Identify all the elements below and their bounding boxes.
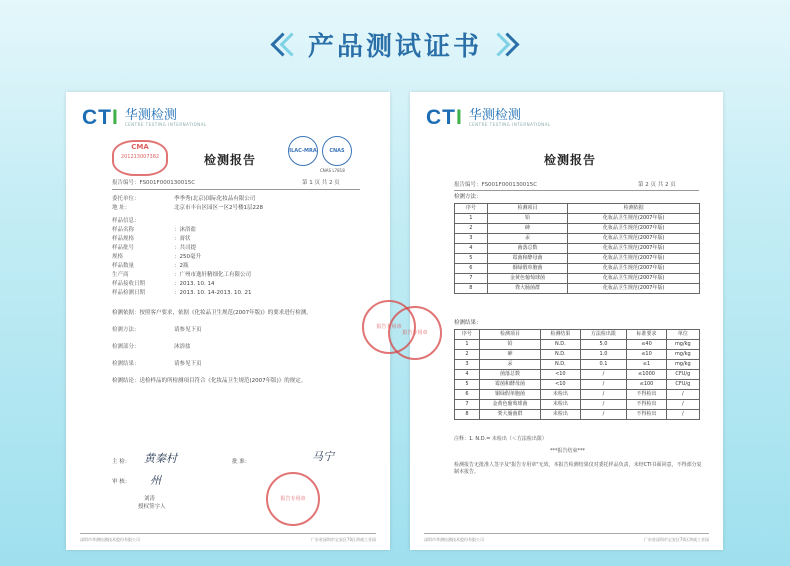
page-title: 产品测试证书 bbox=[307, 31, 482, 62]
table-cell: 砷 bbox=[487, 224, 568, 234]
table-cell: 7 bbox=[455, 274, 488, 284]
table-row bbox=[455, 400, 700, 410]
brand-en-name: CENTRE TESTING INTERNATIONAL bbox=[124, 122, 207, 128]
field-batch: 样品批号 ：共司提 bbox=[112, 245, 197, 251]
report-page-2 bbox=[402, 92, 723, 550]
table-header-cell: 检测结果 bbox=[541, 330, 580, 340]
page-header bbox=[0, 22, 790, 66]
table-header-cell: 方法检出限 bbox=[580, 330, 627, 340]
table-cell: ≤100 bbox=[627, 380, 666, 390]
table-cell: / bbox=[666, 390, 699, 400]
table-cell: mg/kg bbox=[666, 340, 699, 350]
table-cell: 化妆品卫生规范(2007年版) bbox=[568, 254, 700, 264]
divider bbox=[112, 189, 360, 190]
table-cell: 菌落总数 bbox=[487, 244, 568, 254]
method-table bbox=[454, 203, 700, 294]
table-header-cell: 检测依据 bbox=[568, 204, 700, 214]
table-cell: 霉菌和酵母菌 bbox=[479, 380, 540, 390]
table-cell: 不得检出 bbox=[627, 390, 666, 400]
table-cell: 铅 bbox=[479, 340, 540, 350]
table-cell: ≤40 bbox=[627, 340, 666, 350]
sig-check-label: 审 核： bbox=[112, 479, 131, 485]
method-title: 检测方法： bbox=[454, 194, 482, 200]
cnas-icon: CNAS bbox=[322, 136, 352, 166]
result-title: 检测结果： bbox=[454, 320, 482, 326]
result-table bbox=[454, 329, 700, 420]
approver-name: 刘涛 bbox=[144, 496, 156, 502]
page-number: 第 2 页 共 2 页 bbox=[638, 182, 676, 188]
field-spec: 规格 ：250毫升 bbox=[112, 254, 201, 260]
brand-cn-name: 华测检测 bbox=[124, 108, 177, 124]
table-row bbox=[455, 360, 700, 370]
cma-stamp: CMA 201213007382 bbox=[112, 140, 168, 176]
approver-title: 授权签字人 bbox=[138, 504, 166, 510]
table-cell: 5 bbox=[455, 380, 480, 390]
table-cell: 化妆品卫生规范(2007年版) bbox=[568, 264, 700, 274]
table-cell: 菌落总数 bbox=[479, 370, 540, 380]
table-row bbox=[455, 244, 700, 254]
report-title: 检测报告 bbox=[544, 153, 597, 167]
table-cell: 化妆品卫生规范(2007年版) bbox=[568, 274, 700, 284]
brand-cn-name: 华测检测 bbox=[468, 108, 521, 124]
table-row bbox=[455, 264, 700, 274]
cnas-number: CNAS L7818 bbox=[320, 168, 345, 173]
table-row bbox=[455, 380, 700, 390]
chevron-left-icon bbox=[278, 36, 296, 53]
edge-stamp-1: 报告专用章 bbox=[362, 300, 416, 354]
table-cell: 6 bbox=[455, 390, 480, 400]
table-row bbox=[455, 254, 700, 264]
field-quantity: 样品数量 ：2瓶 bbox=[112, 263, 189, 269]
report-page-1 bbox=[66, 92, 390, 550]
table-cell: 1.0 bbox=[580, 350, 627, 360]
table-header-cell: 序号 bbox=[455, 204, 488, 214]
cti-logo: CTI bbox=[426, 106, 463, 129]
field-address: 地 址： 北京市丰台区园区一区2号楼1层228 bbox=[112, 205, 263, 211]
test-basis: 检测依据：按照客户要求，依据《化妆品卫生规范(2007年版)》的要求进行检测。 bbox=[112, 310, 312, 316]
table-cell: 不得检出 bbox=[627, 410, 666, 420]
table-cell: 粪大肠菌群 bbox=[479, 410, 540, 420]
table-cell: 未检出 bbox=[541, 410, 580, 420]
table-cell: 金黄色葡萄球菌 bbox=[487, 274, 568, 284]
table-cell: ≤1000 bbox=[627, 370, 666, 380]
table-cell: mg/kg bbox=[666, 350, 699, 360]
table-cell: 5 bbox=[455, 254, 488, 264]
table-cell: 5.0 bbox=[580, 340, 627, 350]
report-title: 检测报告 bbox=[204, 153, 257, 167]
table-cell: 化妆品卫生规范(2007年版) bbox=[568, 244, 700, 254]
field-test-date: 样品检测日期 ：2013. 10. 14-2013. 10. 21 bbox=[112, 290, 252, 296]
table-cell: 铅 bbox=[487, 214, 568, 224]
table-cell: <10 bbox=[541, 370, 580, 380]
table-cell: / bbox=[580, 370, 627, 380]
test-method: 检测方法： 请参见下页 bbox=[112, 327, 202, 333]
table-cell: 化妆品卫生规范(2007年版) bbox=[568, 234, 700, 244]
table-cell: 铜绿假单胞菌 bbox=[487, 264, 568, 274]
table-cell: N.D. bbox=[541, 350, 580, 360]
table-cell: / bbox=[580, 380, 627, 390]
note: 注释：1. N.D.= 未检出（＜方法检出限） bbox=[454, 436, 547, 442]
table-header-cell: 检测项目 bbox=[487, 204, 568, 214]
test-items: 检测部分： 沐浴盐 bbox=[112, 344, 191, 350]
table-row bbox=[455, 224, 700, 234]
table-cell: 6 bbox=[455, 264, 488, 274]
table-cell: 2 bbox=[455, 350, 480, 360]
table-cell: 汞 bbox=[479, 360, 540, 370]
report-stamp: 报告专用章 bbox=[266, 472, 320, 526]
table-cell: 不得检出 bbox=[627, 400, 666, 410]
table-cell: 4 bbox=[455, 244, 488, 254]
table-header-cell: 单位 bbox=[666, 330, 699, 340]
table-cell: CFU/g bbox=[666, 380, 699, 390]
table-cell: / bbox=[666, 410, 699, 420]
table-cell: CFU/g bbox=[666, 370, 699, 380]
table-cell: 砷 bbox=[479, 350, 540, 360]
field-sample-name: 样品名称 ：沐浴盐 bbox=[112, 227, 197, 233]
ilac-mra-icon: ILAC-MRA bbox=[288, 136, 318, 166]
table-cell: 4 bbox=[455, 370, 480, 380]
test-conclusion: 检测结论：送检样品的所检测项目符合《化妆品卫生规范(2007年版)》的规定。 bbox=[112, 378, 307, 384]
table-cell: 2 bbox=[455, 224, 488, 234]
table-header-cell: 检测项目 bbox=[479, 330, 540, 340]
table-cell: <10 bbox=[541, 380, 580, 390]
signature-approve: 马宁 bbox=[312, 450, 334, 463]
field-client: 委托单位： 季季秀(北京)国际化妆品有限公司 bbox=[112, 196, 256, 202]
field-sample-info: 样品信息： bbox=[112, 218, 140, 224]
table-cell: / bbox=[580, 410, 627, 420]
field-receive-date: 样品接收日期 ：2013. 10. 14 bbox=[112, 281, 215, 287]
table-cell: ≤10 bbox=[627, 350, 666, 360]
signature-main: 黄秦村 bbox=[144, 452, 177, 465]
table-cell: 0.1 bbox=[580, 360, 627, 370]
table-header-cell: 序号 bbox=[455, 330, 480, 340]
cti-logo: CTI bbox=[82, 106, 119, 129]
table-cell: 1 bbox=[455, 340, 480, 350]
footer: 深圳市华测检测技术股份有限公司 广东省深圳市宝安区70区鸿威工业园 bbox=[424, 533, 709, 542]
table-row bbox=[455, 214, 700, 224]
table-row bbox=[455, 350, 700, 360]
table-cell: / bbox=[666, 400, 699, 410]
test-result: 检测结果： 请参见下页 bbox=[112, 361, 202, 367]
brand-header bbox=[426, 104, 551, 132]
table-row bbox=[455, 274, 700, 284]
table-cell: N.D. bbox=[541, 340, 580, 350]
table-row bbox=[455, 370, 700, 380]
table-row bbox=[455, 284, 700, 294]
table-cell: 1 bbox=[455, 214, 488, 224]
field-sample-spec: 样品规格 ：膏状 bbox=[112, 236, 191, 242]
signature-check: 州 bbox=[150, 474, 161, 487]
report-number: 报告编号：FS001F000130015C bbox=[454, 182, 538, 188]
table-row bbox=[455, 410, 700, 420]
chevron-right-icon bbox=[494, 36, 512, 53]
certification-logos bbox=[288, 136, 352, 166]
table-cell: ≤1 bbox=[627, 360, 666, 370]
table-cell: 汞 bbox=[487, 234, 568, 244]
divider bbox=[454, 190, 699, 191]
table-cell: / bbox=[580, 400, 627, 410]
footer: 深圳市华测检测技术股份有限公司 广东省深圳市宝安区70区鸿威工业园 bbox=[80, 533, 376, 542]
table-header-cell: 标准要求 bbox=[627, 330, 666, 340]
table-cell: 3 bbox=[455, 234, 488, 244]
field-manufacturer: 生产商 ：广州市逸轩精细化工有限公司 bbox=[112, 272, 252, 278]
brand-en-name: CENTRE TESTING INTERNATIONAL bbox=[468, 122, 551, 128]
table-row bbox=[455, 234, 700, 244]
table-cell: 粪大肠菌群 bbox=[487, 284, 568, 294]
disclaimer: 检测报告无批准人签字及"报告专用章"无效，本报告检测结果仅对委托样品负责，未经CTI书面同意，不得部分复制本报告。 bbox=[454, 462, 702, 475]
table-cell: mg/kg bbox=[666, 360, 699, 370]
report-stamp: 报告专用章 bbox=[388, 306, 442, 360]
table-cell: / bbox=[580, 390, 627, 400]
report-number: 报告编号：FS001F000130015C bbox=[112, 180, 196, 186]
table-cell: 8 bbox=[455, 284, 488, 294]
brand-header bbox=[82, 104, 207, 132]
report-end: ***报告结束*** bbox=[550, 448, 586, 454]
sig-main-label: 主 检： bbox=[112, 459, 131, 465]
sig-approve-label: 批 准： bbox=[232, 459, 251, 465]
table-cell: 3 bbox=[455, 360, 480, 370]
table-cell: 7 bbox=[455, 400, 480, 410]
table-cell: 化妆品卫生规范(2007年版) bbox=[568, 224, 700, 234]
table-row bbox=[455, 340, 700, 350]
table-row bbox=[455, 390, 700, 400]
table-cell: 铜绿假单胞菌 bbox=[479, 390, 540, 400]
table-cell: N.D. bbox=[541, 360, 580, 370]
table-cell: 未检出 bbox=[541, 400, 580, 410]
table-cell: 8 bbox=[455, 410, 480, 420]
table-cell: 化妆品卫生规范(2007年版) bbox=[568, 214, 700, 224]
table-cell: 霉菌和酵母菌 bbox=[487, 254, 568, 264]
table-cell: 未检出 bbox=[541, 390, 580, 400]
table-cell: 金黄色葡萄球菌 bbox=[479, 400, 540, 410]
page-number: 第 1 页 共 2 页 bbox=[302, 180, 340, 186]
table-cell: 化妆品卫生规范(2007年版) bbox=[568, 284, 700, 294]
